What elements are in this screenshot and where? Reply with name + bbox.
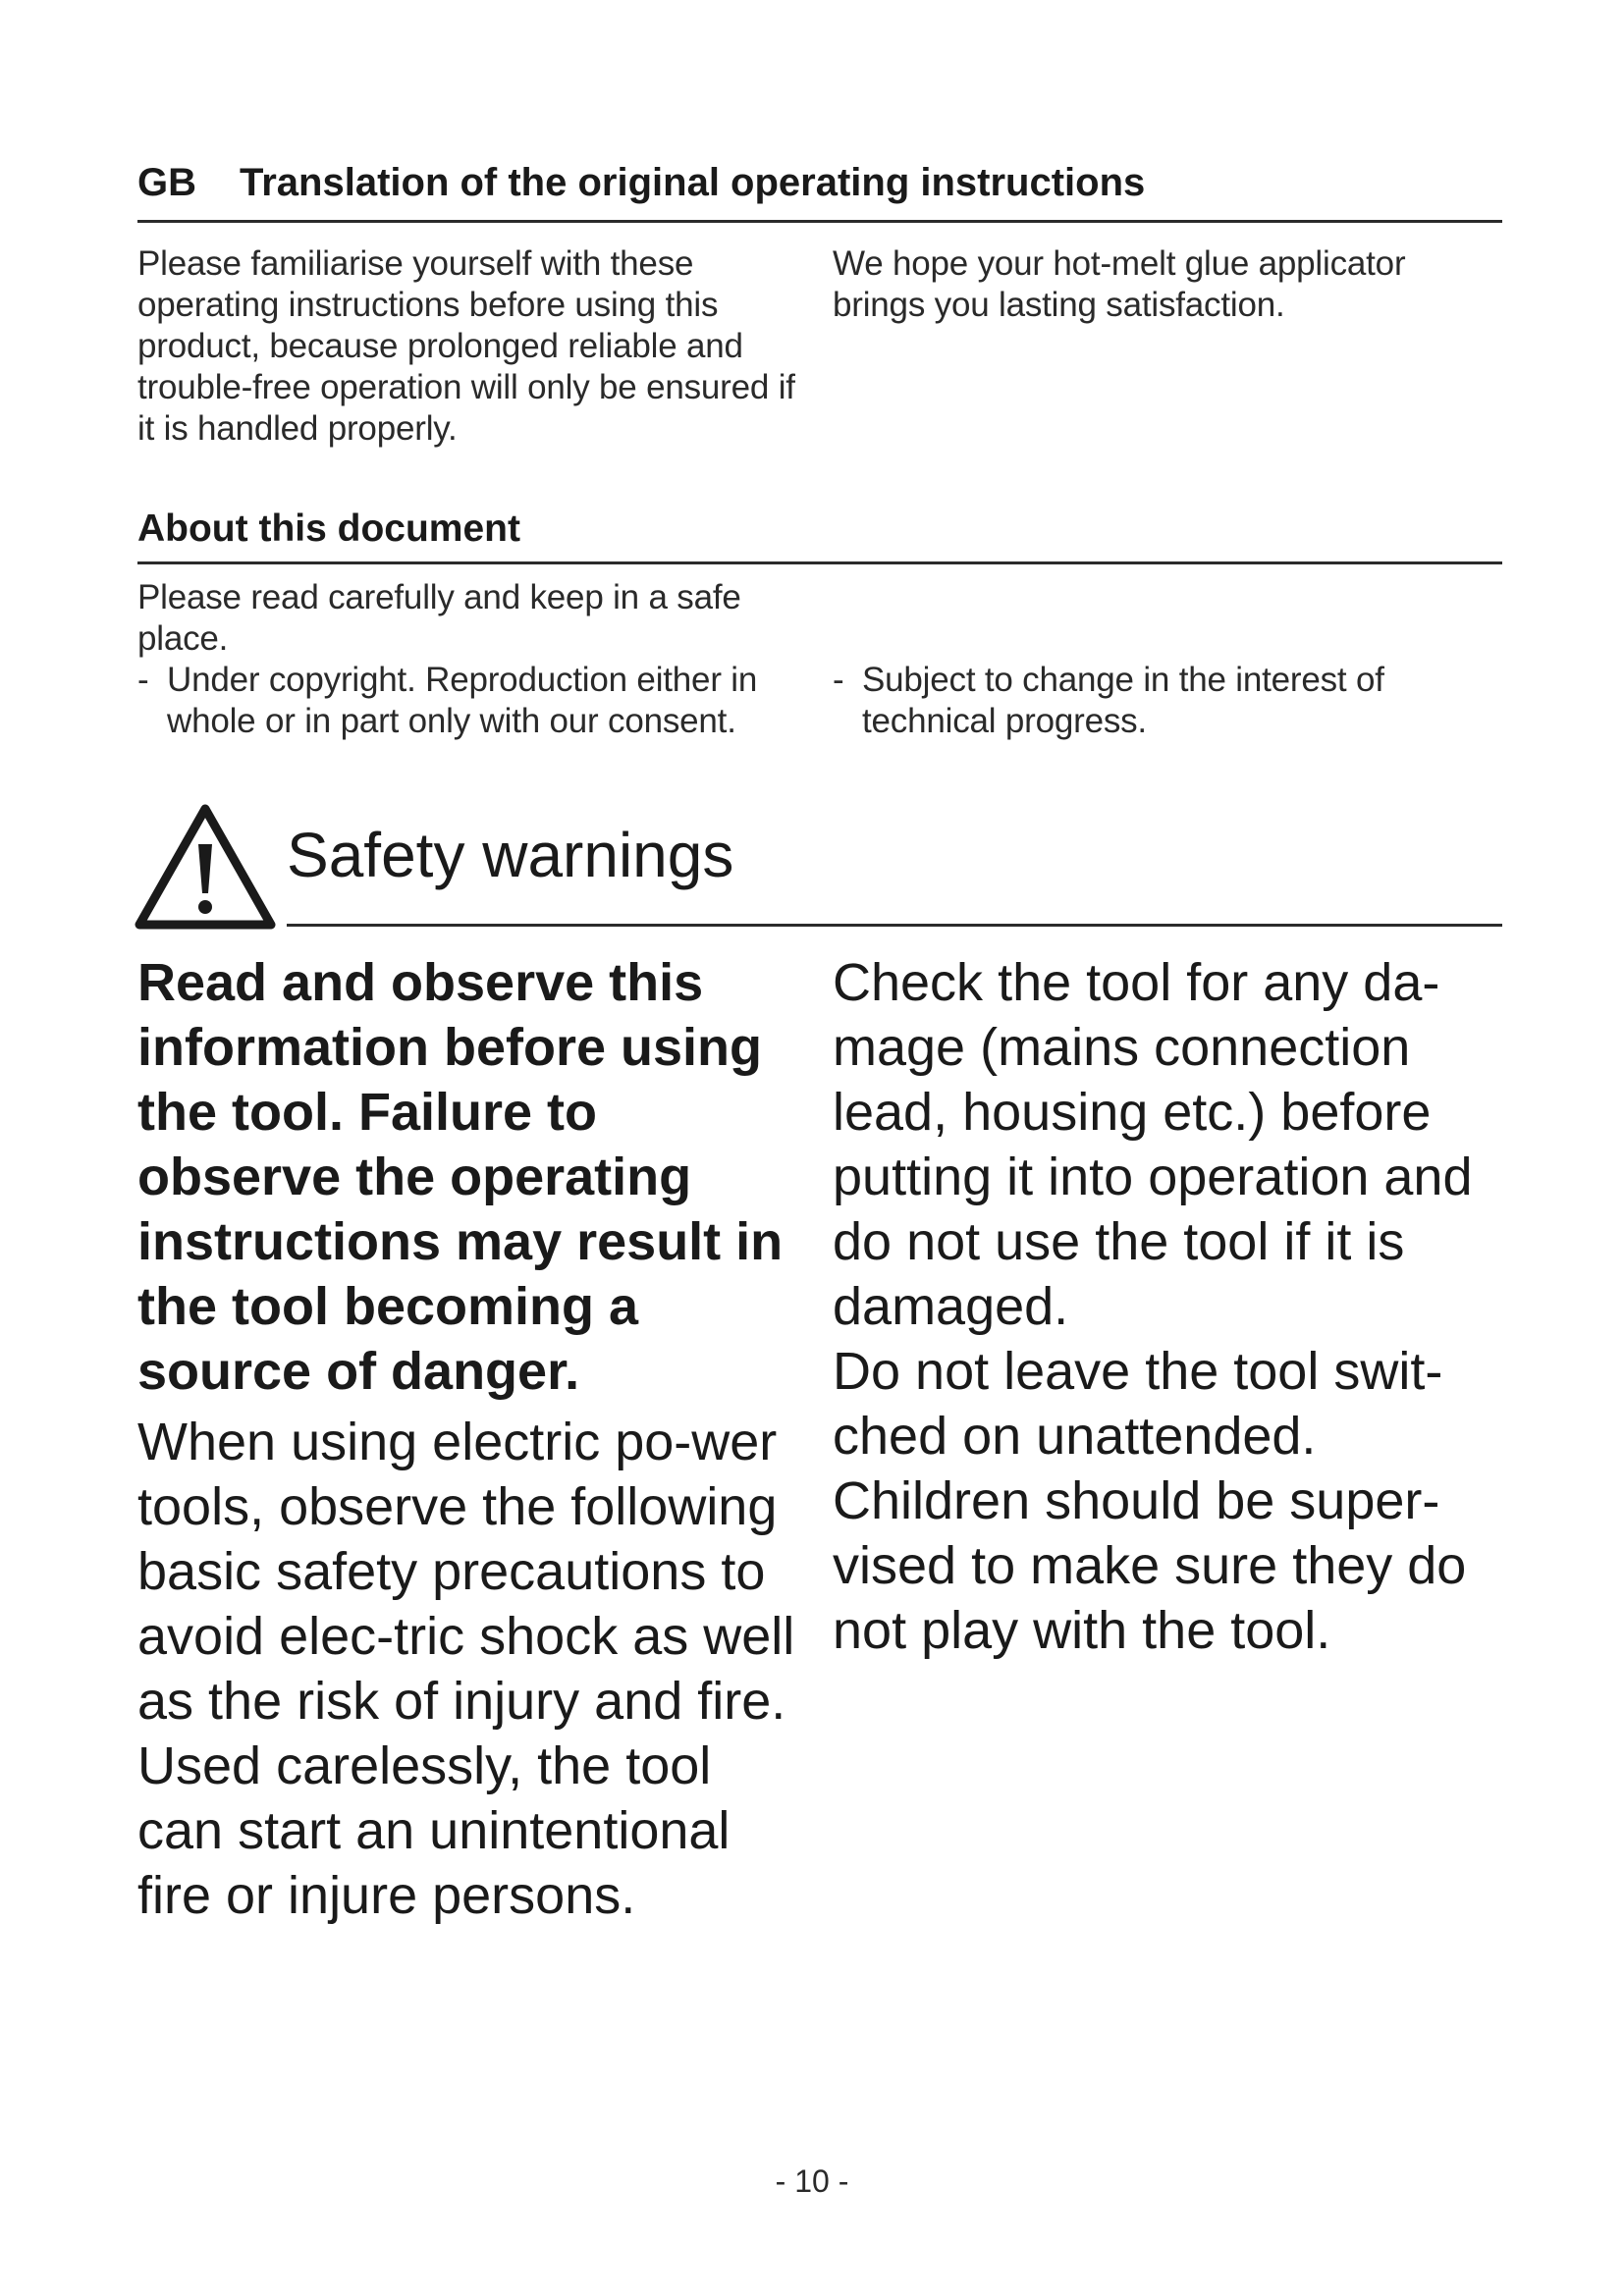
language-code: GB — [137, 161, 196, 204]
about-section-title: About this document — [137, 507, 520, 550]
about-list-item — [833, 660, 1481, 742]
about-right-column — [833, 660, 1481, 742]
intro-right-text — [833, 243, 1481, 326]
header-divider — [137, 220, 1502, 223]
safety-unattended: Do not leave the tool swit-ched on unattended. — [833, 1342, 1443, 1466]
safety-divider — [287, 924, 1502, 927]
safety-basic-precautions: When using electric po-wer tools, observe the following basic safety precautions to avoid elec-tric shock as well as the risk of injury and fire. Used carelessly, the tool can start an unintentional fire or injure persons. — [137, 1413, 795, 1925]
page-number: - 10 - — [775, 2163, 849, 2199]
safety-check-damage: Check the tool for any da-mage (mains connection lead, housing etc.) before putting it into operation and do not use the tool if it is damaged. — [833, 953, 1473, 1336]
about-divider — [137, 561, 1502, 564]
intro-right-paragraph: We hope your hot-melt glue applicator brings you lasting satisfaction. — [833, 244, 1406, 324]
warning-triangle-icon — [134, 803, 277, 931]
header-title: Translation of the original operating instructions — [240, 161, 1146, 204]
about-item-copyright: Under copyright. Reproduction either in whole or in part only with our consent. — [167, 661, 758, 740]
safety-children: Children should be super-vised to make sure they do not play with the tool. — [833, 1471, 1467, 1660]
safety-warnings-title: Safety warnings — [287, 820, 734, 890]
about-list-item — [137, 660, 805, 742]
intro-left-paragraph: Please familiarise yourself with these operating instructions before using this product, because prolonged reliable and trouble-free operation will only be ensured if it is handled properly. — [137, 244, 795, 448]
safety-right-column — [833, 950, 1502, 1663]
about-left-column — [137, 577, 805, 742]
about-intro: Please read carefully and keep in a safe place. — [137, 578, 741, 658]
intro-left-text — [137, 243, 805, 450]
dash-marker: - — [137, 661, 149, 699]
dash-marker: - — [833, 661, 844, 699]
document-header — [137, 159, 1502, 206]
safety-left-column — [137, 950, 805, 1928]
about-item-subject-to-change: Subject to change in the interest of technical progress. — [862, 661, 1384, 740]
safety-bold-notice: Read and observe this information before using the tool. Failure to observe the operating instructions may result in the tool becoming a source of danger. — [137, 953, 784, 1401]
